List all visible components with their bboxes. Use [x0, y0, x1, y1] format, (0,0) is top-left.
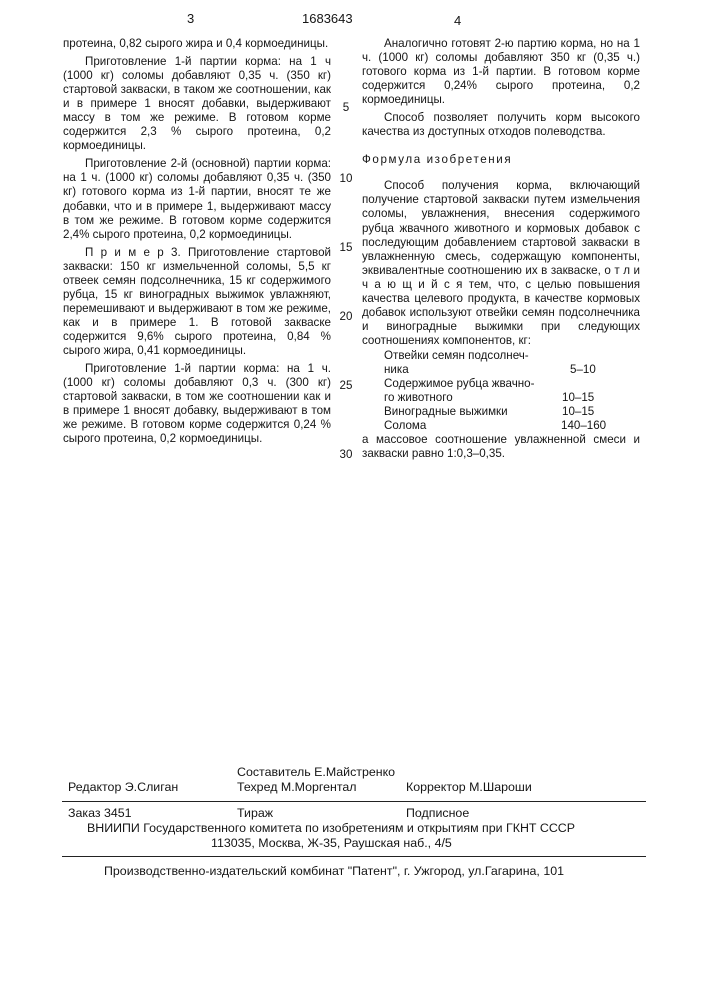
divider — [62, 856, 646, 857]
paragraph: Приготовление 1-й партии корма: на 1 ч. (1000 кг) соломы добавляют 0,3 ч. (300 кг) стартовой закваски, в том же соотношении как и в примере 1 вносят добавку, выдерживают в том же режиме. В готовом корме содержится 0,24 % сырого протеина, 0,2 кормоединицы. — [63, 362, 331, 446]
line-number: 15 — [334, 241, 358, 254]
address: 113035, Москва, Ж-35, Раушская наб., 4/5 — [211, 836, 452, 850]
paragraph: Приготовление 2-й (основной) партии корма: на 1 ч. (1000 кг) соломы добавляют 0,35 ч. (350 кг) готового корма из 1-й партии, вносят те же добавки, что и в примере 1, выдерживают массу в том же режиме. В готовом корме содержится 2,4% сырого протеина, 0,2 кормоединицы. — [63, 157, 331, 241]
claim-text: Способ получения корма, включающий получение стартовой закваски путем измельчения соломы, увлажнения, внесения содержимого рубца жвачного животного и кормовых добавок с последующим добавлением стартовой закваски в увлажненную смесь, содержащую компоненты, эквивалентные соотношению их в закваске, о т л и ч а ю щ и й с я тем, что, с целью повышения качества целевого продукта, в качестве кормовых добавок используют отвейки семян подсолнечника и виноградные выжимки при следующих соотношениях компонентов, кг: — [362, 179, 640, 348]
compiler: Составитель Е.Майстренко — [237, 765, 395, 779]
paragraph: Приготовление 1-й партии корма: на 1 ч (1000 кг) соломы добавляют 0,35 ч. (350 кг) стартовой закваски, в таком же соотношении, как и в примере 1 вносят добавки, выдерживают массу в том же режиме. В готовом корме содержится 2,3 % сырого протеина, 0,2 кормоединицы. — [63, 55, 331, 153]
paragraph: П р и м е р 3. Приготовление стартовой закваски: 150 кг измельченной соломы, 5,5 кг отвеек семян подсолнечника, 15 кг содержимого рубца, 15 кг виноградных выжимок увлажняют, перемешивают и выдерживают в том же режиме, как и в примере 1. В готовой закваске содержится 9,6% сырого протеина, 0,84 % сырого жира, 0,41 кормоединицы. — [63, 246, 331, 358]
ingredient-row — [362, 349, 640, 363]
line-number: 20 — [334, 310, 358, 323]
formula-title: Формула изобретения — [362, 153, 640, 167]
closing-text: а массовое соотношение увлажненной смеси и закваски равно 1:0,3–0,35. — [362, 433, 640, 461]
line-number: 10 — [334, 172, 358, 185]
ingredient-row — [362, 391, 640, 405]
page-number-left: 3 — [187, 11, 194, 26]
page-number-right: 4 — [454, 13, 461, 28]
ingredient-name: Содержимое рубца жвачно- — [384, 377, 534, 391]
ingredient-list — [362, 349, 640, 433]
paragraph: протеина, 0,82 сырого жира и 0,4 кормоединицы. — [63, 37, 331, 51]
divider — [62, 801, 646, 802]
circulation: Тираж — [237, 806, 273, 820]
ingredient-row — [362, 419, 640, 433]
ingredient-quantity: 5–10 — [570, 363, 596, 377]
ingredient-name: го животного — [384, 391, 453, 405]
ingredient-name: Виноградные выжимки — [384, 405, 508, 419]
patent-number: 1683643 — [302, 11, 353, 26]
ingredient-row — [362, 377, 640, 391]
ingredient-name: Отвейки семян подсолнеч- — [384, 349, 529, 363]
left-column — [63, 37, 331, 446]
ingredient-name: ника — [384, 363, 409, 377]
editor: Редактор Э.Слиган — [68, 780, 178, 794]
ingredient-quantity: 140–160 — [561, 419, 606, 433]
publisher: Производственно-издательский комбинат "Патент", г. Ужгород, ул.Гагарина, 101 — [104, 864, 564, 878]
right-column — [362, 37, 640, 461]
paragraph: Способ позволяет получить корм высокого качества из доступных отходов полеводства. — [362, 111, 640, 139]
line-number: 30 — [334, 448, 358, 461]
ingredient-name: Солома — [384, 419, 426, 433]
line-number: 25 — [334, 379, 358, 392]
subscription: Подписное — [406, 806, 469, 820]
order-number: Заказ 3451 — [68, 806, 132, 820]
ingredient-row — [362, 405, 640, 419]
line-number: 5 — [334, 101, 358, 114]
paragraph: Аналогично готовят 2-ю партию корма, но на 1 ч. (1000 кг) соломы добавляют 350 кг (0,35 ч.) готового корма из 1-й партии. В готовом корме содержится 0,24% сырого протеина, 0,2 кормоединицы. — [362, 37, 640, 107]
ingredient-row — [362, 363, 640, 377]
ingredient-quantity: 10–15 — [562, 405, 594, 419]
organization: ВНИИПИ Государственного комитета по изобретениям и открытиям при ГКНТ СССР — [87, 821, 575, 835]
techred: Техред М.Моргентал — [237, 780, 357, 794]
corrector: Корректор М.Шароши — [406, 780, 532, 794]
ingredient-quantity: 10–15 — [562, 391, 594, 405]
